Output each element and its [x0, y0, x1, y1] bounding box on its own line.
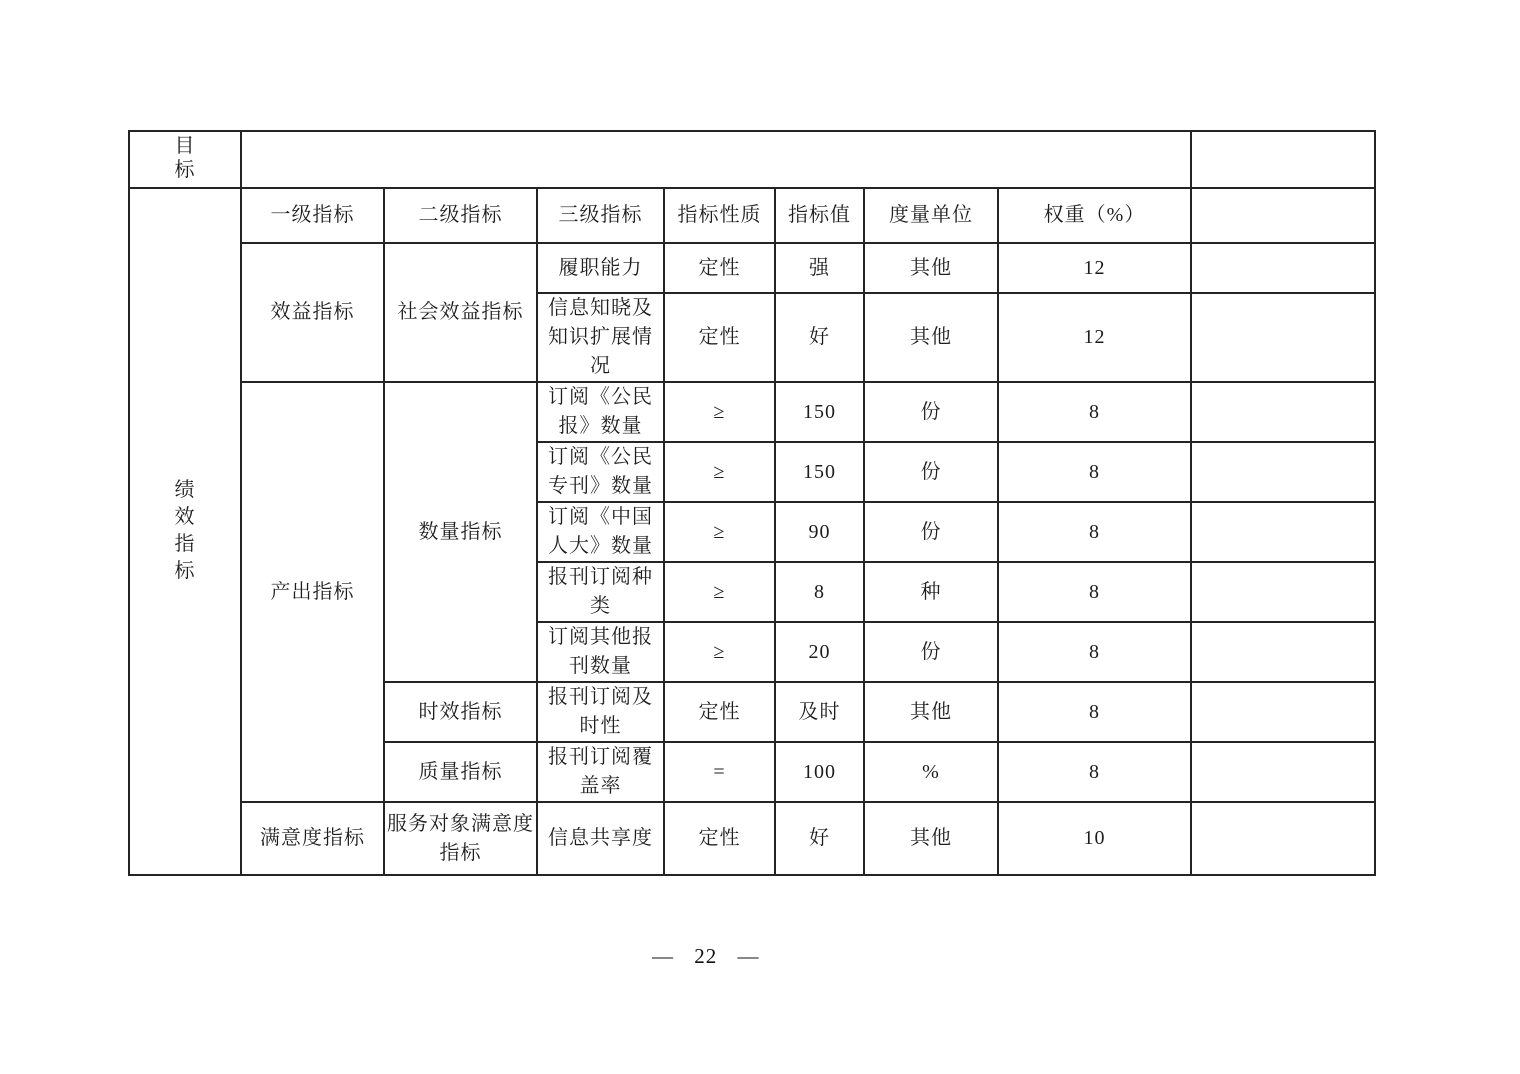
- table-row: [129, 802, 1375, 875]
- empty-cell: [1191, 802, 1375, 875]
- cell-unit: 份: [864, 622, 998, 682]
- goal-row-label: [129, 131, 241, 188]
- cell-unit: 其他: [864, 243, 998, 293]
- column-header-value: 指标值: [775, 188, 864, 243]
- cell-weight: 8: [998, 622, 1191, 682]
- cell-value: 100: [775, 742, 864, 802]
- cell-nature: ≥: [664, 502, 775, 562]
- cell-level2: 时效指标: [384, 682, 537, 742]
- goal-row-value: [241, 131, 1191, 188]
- goal-label-text: 目标: [174, 135, 196, 181]
- empty-cell: [1191, 442, 1375, 502]
- cell-weight: 12: [998, 293, 1191, 382]
- cell-weight: 8: [998, 682, 1191, 742]
- cell-nature: ≥: [664, 622, 775, 682]
- cell-level2: 服务对象满意度指标: [384, 802, 537, 875]
- empty-cell: [1191, 131, 1375, 188]
- cell-level3: 履职能力: [537, 243, 664, 293]
- table-header-row: [129, 188, 1375, 243]
- cell-nature: =: [664, 742, 775, 802]
- page-number: — 22 —: [652, 944, 760, 968]
- cell-level3: 信息知晓及知识扩展情况: [537, 293, 664, 382]
- performance-indicator-table: [128, 130, 1376, 876]
- cell-level1: 效益指标: [241, 243, 384, 382]
- cell-level3: 信息共享度: [537, 802, 664, 875]
- section-label-performance-indicators: [129, 188, 241, 875]
- table-row: [129, 382, 1375, 442]
- cell-level3: 报刊订阅及时性: [537, 682, 664, 742]
- cell-unit: 份: [864, 502, 998, 562]
- empty-cell: [1191, 382, 1375, 442]
- cell-unit: 份: [864, 382, 998, 442]
- cell-nature: 定性: [664, 293, 775, 382]
- goal-row: [129, 131, 1375, 188]
- cell-unit: %: [864, 742, 998, 802]
- cell-unit: 份: [864, 442, 998, 502]
- cell-level3: 订阅《公民专刊》数量: [537, 442, 664, 502]
- cell-unit: 其他: [864, 682, 998, 742]
- cell-level1: 满意度指标: [241, 802, 384, 875]
- cell-weight: 8: [998, 502, 1191, 562]
- cell-value: 150: [775, 442, 864, 502]
- cell-value: 90: [775, 502, 864, 562]
- cell-weight: 8: [998, 742, 1191, 802]
- cell-level3: 报刊订阅种类: [537, 562, 664, 622]
- cell-value: 150: [775, 382, 864, 442]
- column-header-nature: 指标性质: [664, 188, 775, 243]
- cell-level1: 产出指标: [241, 382, 384, 802]
- cell-level2: 数量指标: [384, 382, 537, 682]
- cell-level2: 质量指标: [384, 742, 537, 802]
- cell-weight: 8: [998, 442, 1191, 502]
- empty-cell: [1191, 682, 1375, 742]
- cell-level3: 订阅《公民报》数量: [537, 382, 664, 442]
- cell-value: 强: [775, 243, 864, 293]
- column-header-level1: 一级指标: [241, 188, 384, 243]
- column-header-unit: 度量单位: [864, 188, 998, 243]
- table-row: [129, 243, 1375, 293]
- cell-nature: 定性: [664, 682, 775, 742]
- cell-value: 20: [775, 622, 864, 682]
- cell-value: 好: [775, 293, 864, 382]
- cell-level3: 订阅其他报刊数量: [537, 622, 664, 682]
- cell-unit: 其他: [864, 293, 998, 382]
- cell-level3: 报刊订阅覆盖率: [537, 742, 664, 802]
- cell-weight: 8: [998, 382, 1191, 442]
- empty-cell: [1191, 243, 1375, 293]
- cell-nature: ≥: [664, 442, 775, 502]
- cell-value: 8: [775, 562, 864, 622]
- cell-nature: 定性: [664, 243, 775, 293]
- cell-nature: 定性: [664, 802, 775, 875]
- cell-unit: 其他: [864, 802, 998, 875]
- cell-value: 及时: [775, 682, 864, 742]
- cell-nature: ≥: [664, 382, 775, 442]
- cell-weight: 10: [998, 802, 1191, 875]
- cell-weight: 8: [998, 562, 1191, 622]
- empty-cell: [1191, 502, 1375, 562]
- empty-cell: [1191, 622, 1375, 682]
- empty-cell: [1191, 188, 1375, 243]
- cell-unit: 种: [864, 562, 998, 622]
- section-label-text: 绩效指标: [174, 479, 196, 582]
- cell-nature: ≥: [664, 562, 775, 622]
- cell-value: 好: [775, 802, 864, 875]
- cell-weight: 12: [998, 243, 1191, 293]
- cell-level2: 社会效益指标: [384, 243, 537, 382]
- column-header-weight: 权重（%）: [998, 188, 1191, 243]
- column-header-level2: 二级指标: [384, 188, 537, 243]
- empty-cell: [1191, 562, 1375, 622]
- empty-cell: [1191, 742, 1375, 802]
- cell-level3: 订阅《中国人大》数量: [537, 502, 664, 562]
- empty-cell: [1191, 293, 1375, 382]
- column-header-level3: 三级指标: [537, 188, 664, 243]
